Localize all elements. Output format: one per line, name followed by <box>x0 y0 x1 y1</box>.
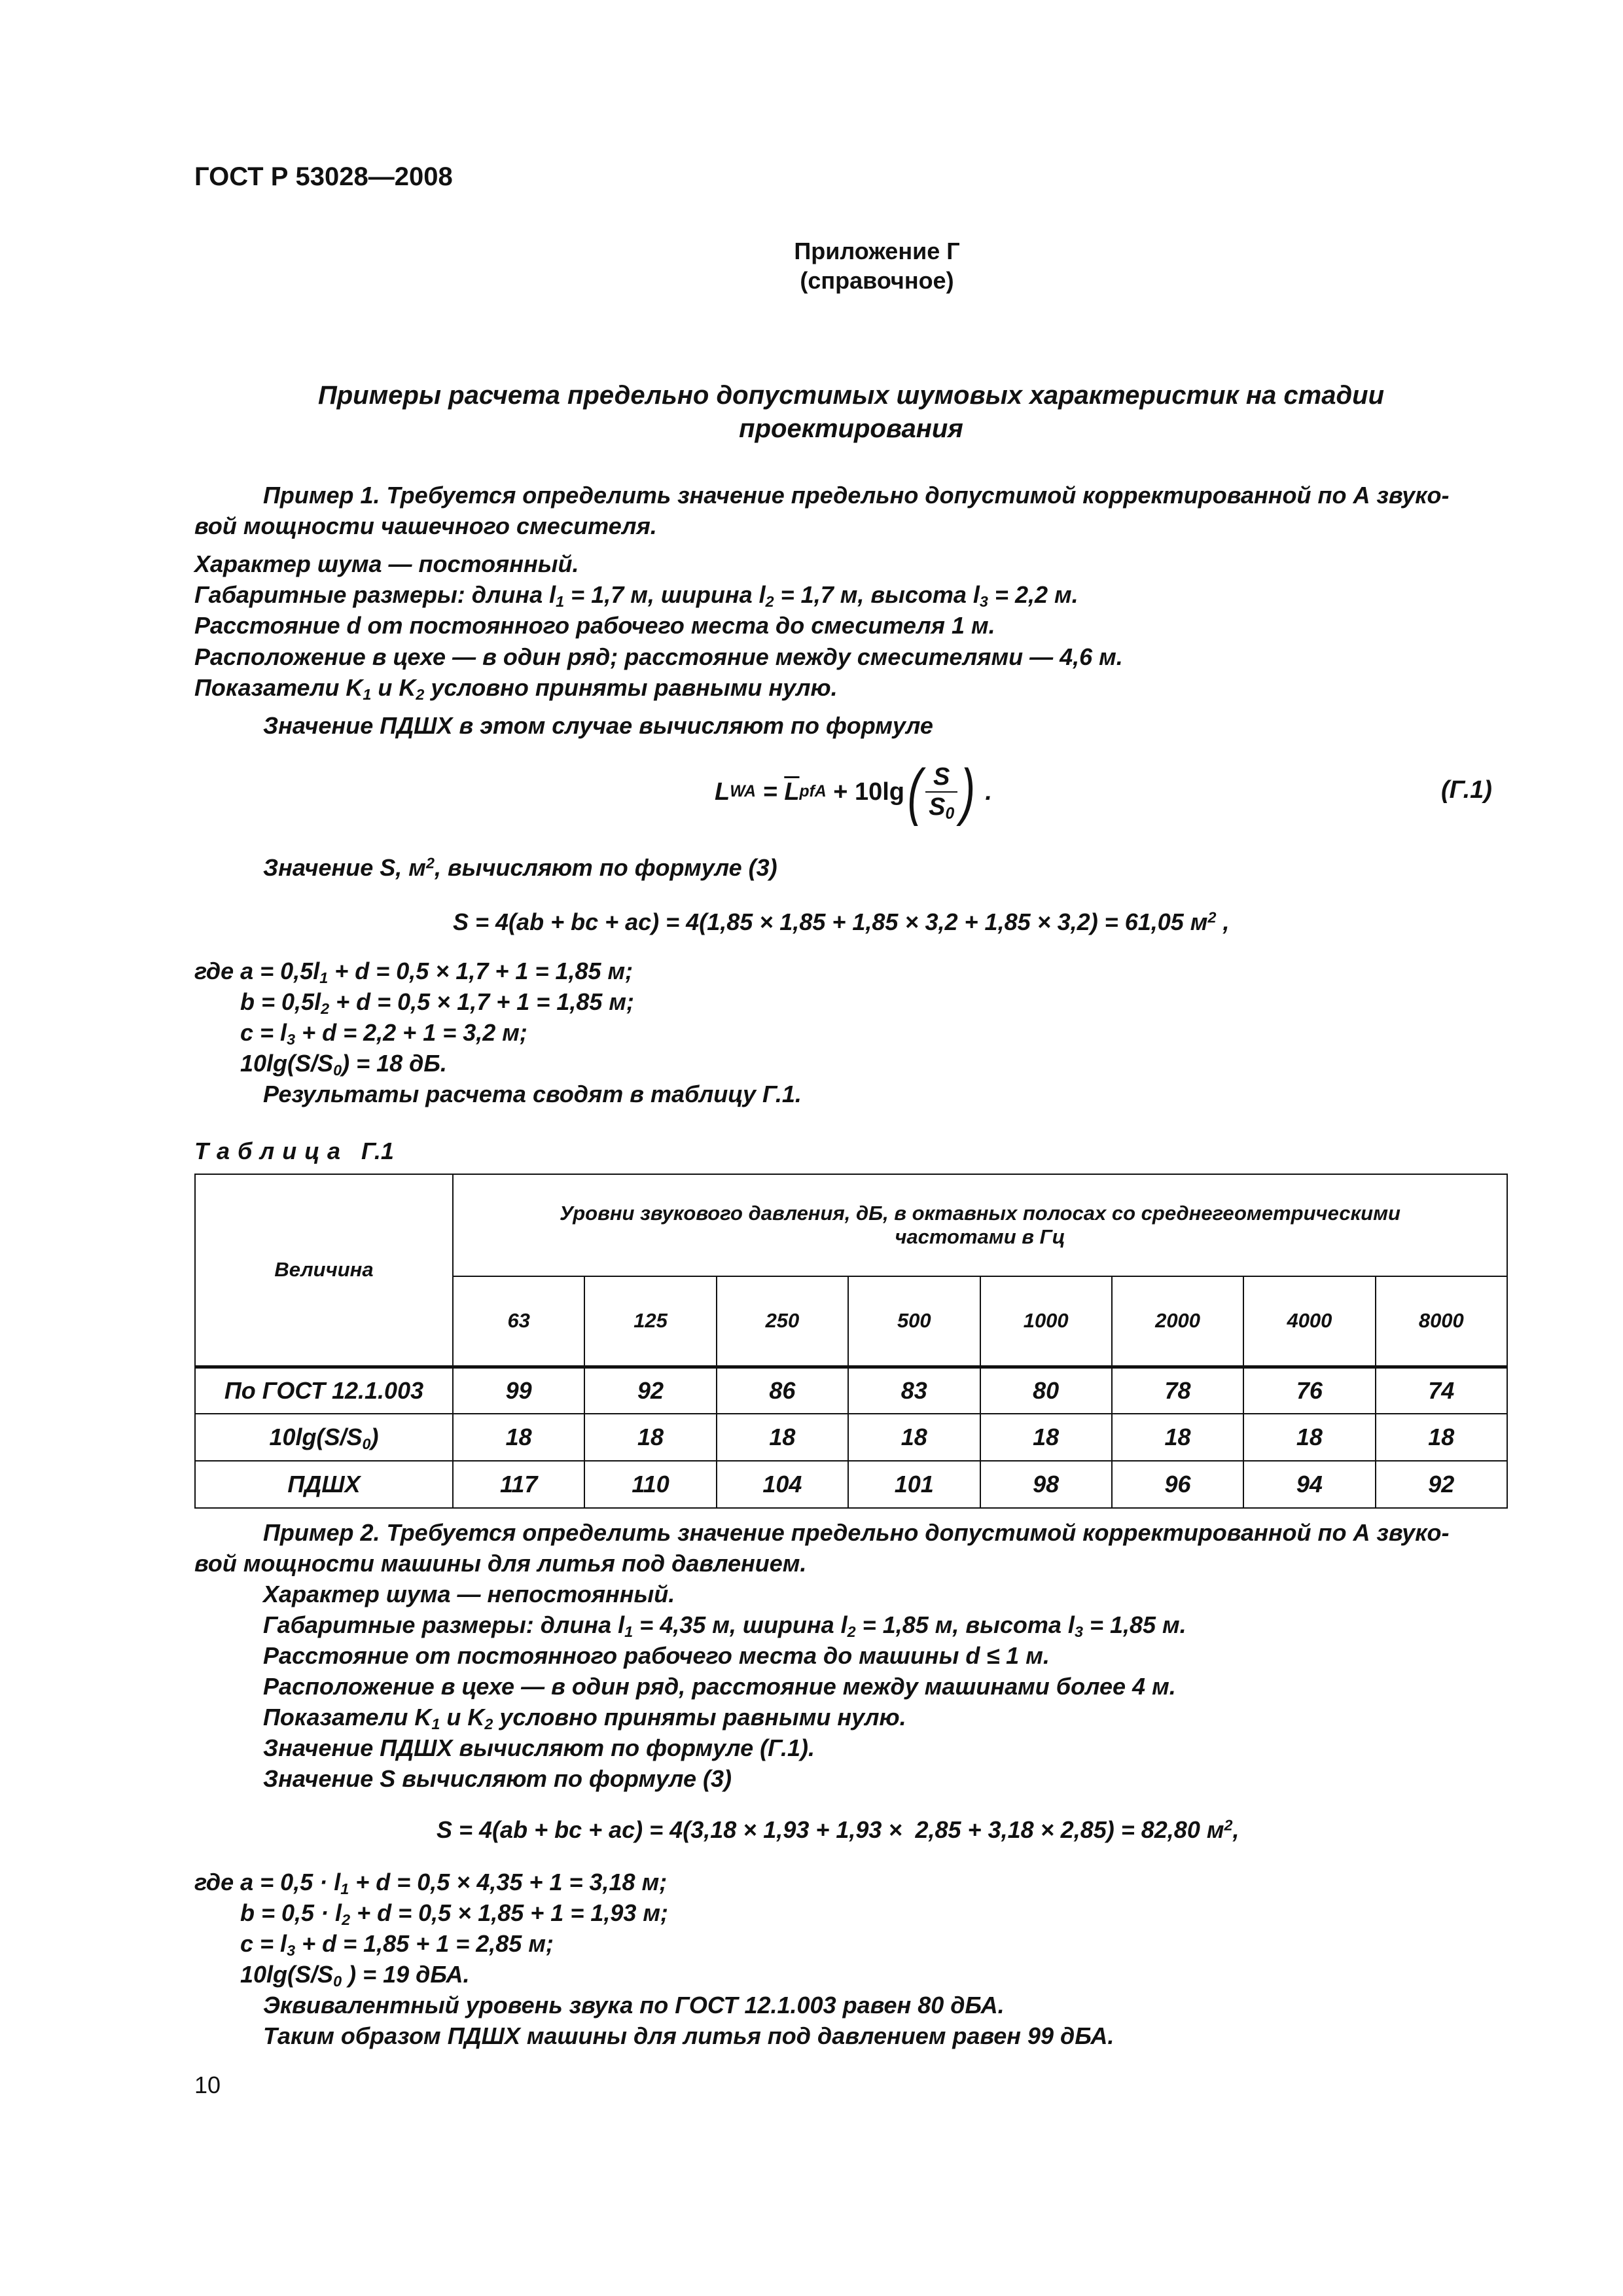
formula-fraction: $\frac{S}{S_0}$ <box>925 762 957 821</box>
row-label: По ГОСТ 12.1.003 <box>195 1367 453 1414</box>
example2-conclusion: Таким образом ПДШХ машины для литья под давлением равен 99 дБА. <box>263 2022 1115 2049</box>
freq-header: 4000 <box>1243 1276 1375 1367</box>
example1-where-a: где $a = 0,5l_1 + d = 0,5 \times 1,7 + 1 = 1,85$ м; <box>194 958 633 986</box>
example2-k-indicators: Показатели $K_1$ и $K_2$ условно приняты равными нулю. <box>263 1704 906 1732</box>
table-cell: 104 <box>717 1461 848 1508</box>
table-cell: 18 <box>584 1414 716 1461</box>
example1-k-indicators: Показатели $K_1$ и $K_2$ условно приняты равными нулю. <box>194 674 838 703</box>
table-cell: 74 <box>1376 1367 1507 1414</box>
table-g1 <box>194 1174 1508 1509</box>
table-caption: Таблица Г.1 <box>194 1138 394 1164</box>
freq-header: 250 <box>717 1276 848 1367</box>
table-row <box>195 1461 1507 1508</box>
example1-intro-line1: Пример 1. Требуется определить значение предельно допустимой корректированной по А звуко- <box>263 482 1450 509</box>
table-cell: 99 <box>453 1367 584 1414</box>
example2-equivalent-level: Эквивалентный уровень звука по ГОСТ 12.1.003 равен 80 дБА. <box>263 1992 1005 2018</box>
table-cell: 86 <box>717 1367 848 1414</box>
table-cell: 18 <box>1112 1414 1243 1461</box>
freq-header: 500 <box>848 1276 980 1367</box>
page-number: 10 <box>194 2072 221 2098</box>
left-paren: ( <box>907 757 923 827</box>
example1-s-intro: Значение S, $м^2$, вычисляют по формуле (3) <box>263 854 777 881</box>
header-levels: Уровни звукового давления, дБ, в октавных полосах со среднегеометрическими частотами в Гц <box>453 1174 1507 1276</box>
table-cell: 76 <box>1243 1367 1375 1414</box>
freq-header: 1000 <box>980 1276 1112 1367</box>
example1-where-b: $b = 0,5l_2 + d = 0,5 \times 1,7 + 1 = 1,85$ м; <box>240 988 635 1017</box>
annex-kind: (справочное) <box>800 267 954 294</box>
freq-header: 63 <box>453 1276 584 1367</box>
table-cell: 101 <box>848 1461 980 1508</box>
example2-distance: Расстояние от постоянного рабочего места до машины d ≤ 1 м. <box>263 1642 1050 1669</box>
example2-dimensions: Габаритные размеры: длина $l_1 = 4,35$ м, ширина $l_2 = 1,85$ м, высота $l_3 = 1,85$ м. <box>263 1611 1186 1640</box>
example2-s-intro: Значение S вычисляют по формуле (3) <box>263 1765 732 1792</box>
table-cell: 117 <box>453 1461 584 1508</box>
table-cell: 18 <box>848 1414 980 1461</box>
example1-noise: Характер шума — постоянный. <box>194 550 579 577</box>
formula-g1: L WA = $\overline{L}$ pfA + 10lg ( $\frac{S}{S_0}$ ) . <box>715 757 992 827</box>
table-cell: 18 <box>717 1414 848 1461</box>
table-cell: 92 <box>1376 1461 1507 1508</box>
table-row <box>195 1367 1507 1414</box>
table-cell: 110 <box>584 1461 716 1508</box>
table-cell: 78 <box>1112 1367 1243 1414</box>
table-cell: 80 <box>980 1367 1112 1414</box>
freq-header: 125 <box>584 1276 716 1367</box>
example1-where-c: $c = l_3 + d = 2,2 + 1 = 3,2$ м; <box>240 1019 527 1048</box>
formula-g1-label: (Г.1) <box>1441 776 1492 804</box>
example2-where-a: где $a = 0,5 \cdot l_1 + d = 0,5 \times 4,35 + 1 = 3,18$ м; <box>194 1869 668 1897</box>
example1-distance: Расстояние d от постоянного рабочего места до смесителя 1 м. <box>194 612 995 639</box>
freq-header: 8000 <box>1376 1276 1507 1367</box>
table-cell: 83 <box>848 1367 980 1414</box>
section-title-line1: Примеры расчета предельно допустимых шумовых характеристик на стадии <box>317 381 1385 410</box>
table-cell: 94 <box>1243 1461 1375 1508</box>
right-paren: ) <box>961 757 976 827</box>
header-quantity: Величина <box>195 1174 453 1367</box>
example1-s-formula: S = 4(ab + bc + ac) = 4(1,85 × 1,85 + 1,85 × 3,2 + 1,85 × 3,2) = 61,05 $м^2$ , <box>453 908 1230 935</box>
example1-formula-intro: Значение ПДШХ в этом случае вычисляют по формуле <box>263 712 933 739</box>
example2-intro-line2: вой мощности машины для литья под давлением. <box>194 1550 807 1577</box>
example1-intro-line2: вой мощности чашечного смесителя. <box>194 512 657 539</box>
table-cell: 18 <box>1243 1414 1375 1461</box>
example1-placement: Расположение в цехе — в один ряд; расстояние между смесителями — 4,6 м. <box>194 643 1123 670</box>
table-cell: 96 <box>1112 1461 1243 1508</box>
example2-pdsh: Значение ПДШХ вычисляют по формуле (Г.1). <box>263 1734 815 1761</box>
example2-noise: Характер шума — непостоянный. <box>263 1581 675 1607</box>
table-cell: 98 <box>980 1461 1112 1508</box>
example2-where-b: $b = 0,5 \cdot l_2 + d = 0,5 \times 1,85 + 1 = 1,93$ м; <box>240 1899 669 1928</box>
example2-s-formula: S = 4(ab + bc + ac) = 4(3,18 × 1,93 + 1,93 × 2,85 + 3,18 × 2,85) = 82,80 $м^2$, <box>437 1816 1240 1843</box>
table-cell: 18 <box>453 1414 584 1461</box>
table-cell: 18 <box>1376 1414 1507 1461</box>
annex-title: Приложение Г <box>794 238 960 264</box>
table-row <box>195 1414 1507 1461</box>
table-cell: 92 <box>584 1367 716 1414</box>
section-title-line2: проектирования <box>739 414 963 443</box>
example2-where-c: $c = l_3 + d = 1,85 + 1 = 2,85$ м; <box>240 1930 554 1959</box>
row-label: ПДШХ <box>195 1461 453 1508</box>
table-cell: 18 <box>980 1414 1112 1461</box>
example1-dimensions: Габаритные размеры: длина $l_1 = 1,7$ м, ширина $l_2 = 1,7$ м, высота $l_3 = 2,2$ м. <box>194 581 1079 610</box>
example2-intro-line1: Пример 2. Требуется определить значение предельно допустимой корректированной по А звуко- <box>263 1519 1450 1546</box>
example1-lg: $10\lg(S/S_0) = 18$ дБ. <box>240 1050 447 1079</box>
example1-results: Результаты расчета сводят в таблицу Г.1. <box>263 1081 802 1107</box>
example2-placement: Расположение в цехе — в один ряд, расстояние между машинами более 4 м. <box>263 1673 1176 1700</box>
freq-header: 2000 <box>1112 1276 1243 1367</box>
row-label: $10\lg(S/S_0)$ <box>195 1414 453 1461</box>
document-code: ГОСТ Р 53028—2008 <box>194 162 453 191</box>
example2-lg: $10\lg(S/S_0$ ) = 19 дБА. <box>240 1961 470 1990</box>
